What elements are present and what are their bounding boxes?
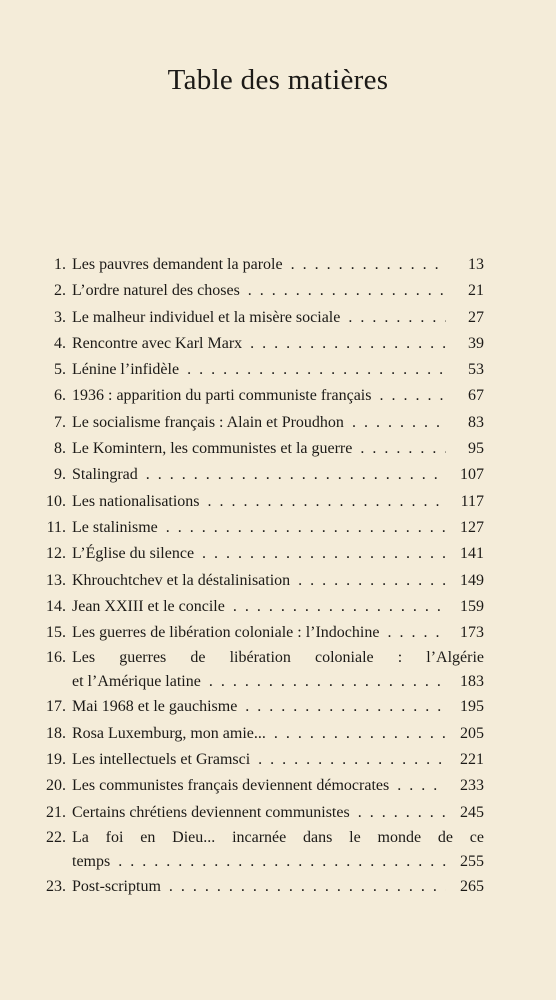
entry-number: 23. xyxy=(46,877,66,895)
dot-leader xyxy=(248,278,446,304)
table-of-contents xyxy=(34,252,484,900)
dot-leader xyxy=(258,747,446,773)
entry-title: Le malheur individuel et la misère sociale xyxy=(72,308,341,326)
dot-leader xyxy=(233,594,446,620)
entry-page: 205 xyxy=(460,724,484,742)
entry-number: 3. xyxy=(54,308,66,326)
entry-title: Les communistes français deviennent démocrates xyxy=(72,777,390,795)
dot-leader xyxy=(352,410,446,436)
dot-leader xyxy=(187,357,446,383)
entry-page: 173 xyxy=(460,624,484,642)
entry-number: 10. xyxy=(46,492,66,510)
toc-entry xyxy=(34,436,484,462)
toc-entry xyxy=(34,800,484,826)
entry-page: 117 xyxy=(460,492,484,510)
dot-leader xyxy=(348,305,446,331)
entry-number: 11. xyxy=(46,518,66,536)
entry-page: 255 xyxy=(460,852,484,870)
dot-leader xyxy=(209,670,446,694)
entry-page: 21 xyxy=(468,282,484,300)
entry-title: Les intellectuels et Gramsci xyxy=(72,751,251,769)
entry-page: 107 xyxy=(460,466,484,484)
entry-title: Jean XXIII et le concile xyxy=(72,597,225,615)
toc-entry xyxy=(34,462,484,488)
entry-title: Khrouchtchev et la déstalinisation xyxy=(72,571,291,589)
entry-page: 265 xyxy=(460,877,484,895)
entry-number: 14. xyxy=(46,597,66,615)
entry-number: 17. xyxy=(46,698,66,716)
entry-title: L’ordre naturel des choses xyxy=(72,282,240,300)
entry-page: 221 xyxy=(460,751,484,769)
entry-number: 19. xyxy=(46,751,66,769)
entry-title: Les pauvres demandent la parole xyxy=(72,256,283,273)
toc-entry xyxy=(34,568,484,594)
entry-page: 95 xyxy=(468,440,484,458)
entry-title: 1936 : apparition du parti communiste français xyxy=(72,387,372,405)
entry-title: Stalingrad xyxy=(72,466,138,484)
entry-title: Le Komintern, les communistes et la guerre xyxy=(72,440,353,458)
entry-page: 183 xyxy=(460,673,484,691)
entry-title: Post-scriptum xyxy=(72,877,161,895)
page-title: Table des matières xyxy=(167,64,389,96)
entry-page: 27 xyxy=(468,308,484,326)
entry-page: 53 xyxy=(468,361,484,379)
toc-entry xyxy=(34,826,484,874)
entry-title-line-2: et l’Amérique latine xyxy=(72,673,201,691)
dot-leader xyxy=(146,462,446,488)
dot-leader xyxy=(118,850,446,874)
entry-page: 195 xyxy=(460,698,484,716)
entry-number: 2. xyxy=(54,282,66,300)
dot-leader xyxy=(202,541,446,567)
toc-entry xyxy=(34,331,484,357)
toc-entry xyxy=(34,694,484,720)
entry-title-line-1: Les guerres de libération coloniale : l’Algérie xyxy=(72,649,484,667)
entry-title: Rosa Luxemburg, mon amie... xyxy=(72,724,266,742)
entry-number: 22. xyxy=(46,828,66,846)
entry-page: 233 xyxy=(460,777,484,795)
entry-title-line-2: temps xyxy=(72,852,111,870)
toc-entry xyxy=(34,305,484,331)
toc-entry xyxy=(34,541,484,567)
toc-entry xyxy=(34,383,484,409)
entry-title: Certains chrétiens deviennent communistes xyxy=(72,803,350,821)
entry-title: Lénine l’infidèle xyxy=(72,361,180,379)
entry-number: 8. xyxy=(54,440,66,458)
dot-leader xyxy=(298,568,446,594)
toc-entry xyxy=(34,489,484,515)
entry-number: 4. xyxy=(54,334,66,352)
entry-title: Les guerres de libération coloniale : l’Indochine xyxy=(72,624,380,642)
entry-number: 1. xyxy=(54,256,66,273)
entry-page: 13 xyxy=(468,256,484,273)
toc-entry xyxy=(34,874,484,900)
dot-leader xyxy=(169,874,446,900)
entry-number: 20. xyxy=(46,777,66,795)
dot-leader xyxy=(360,436,446,462)
toc-entry xyxy=(34,721,484,747)
dot-leader xyxy=(358,800,446,826)
dot-leader xyxy=(274,721,446,747)
dot-leader xyxy=(208,489,446,515)
toc-entry xyxy=(34,357,484,383)
toc-entry xyxy=(34,620,484,646)
dot-leader xyxy=(397,773,446,799)
entry-title-line-1: La foi en Dieu... incarnée dans le monde de ce xyxy=(72,828,484,846)
entry-page: 149 xyxy=(460,571,484,589)
toc-entry xyxy=(34,646,484,694)
toc-entry xyxy=(34,252,484,278)
entry-page: 83 xyxy=(468,413,484,431)
entry-title: Le stalinisme xyxy=(72,518,158,536)
toc-entry xyxy=(34,410,484,436)
entry-number: 6. xyxy=(54,387,66,405)
toc-entry xyxy=(34,594,484,620)
toc-entry xyxy=(34,515,484,541)
entry-page: 127 xyxy=(460,518,484,536)
dot-leader xyxy=(245,694,446,720)
dot-leader xyxy=(379,383,446,409)
entry-title: Rencontre avec Karl Marx xyxy=(72,334,243,352)
entry-number: 15. xyxy=(46,624,66,642)
entry-page: 245 xyxy=(460,803,484,821)
entry-page: 141 xyxy=(460,545,484,563)
entry-number: 21. xyxy=(46,803,66,821)
entry-number: 7. xyxy=(54,413,66,431)
entry-number: 12. xyxy=(46,545,66,563)
dot-leader xyxy=(291,252,446,278)
toc-entry xyxy=(34,773,484,799)
entry-page: 39 xyxy=(468,334,484,352)
entry-number: 9. xyxy=(54,466,66,484)
entry-page: 67 xyxy=(468,387,484,405)
toc-entry xyxy=(34,278,484,304)
entry-number: 16. xyxy=(46,649,66,667)
entry-number: 18. xyxy=(46,724,66,742)
entry-title: Le socialisme français : Alain et Proudhon xyxy=(72,413,344,431)
entry-page: 159 xyxy=(460,597,484,615)
dot-leader xyxy=(166,515,446,541)
entry-title: Mai 1968 et le gauchisme xyxy=(72,698,238,716)
entry-title: L’Église du silence xyxy=(72,545,195,563)
entry-number: 13. xyxy=(46,571,66,589)
entry-number: 5. xyxy=(54,361,66,379)
dot-leader xyxy=(387,620,446,646)
toc-entry xyxy=(34,747,484,773)
dot-leader xyxy=(250,331,446,357)
entry-title: Les nationalisations xyxy=(72,492,200,510)
